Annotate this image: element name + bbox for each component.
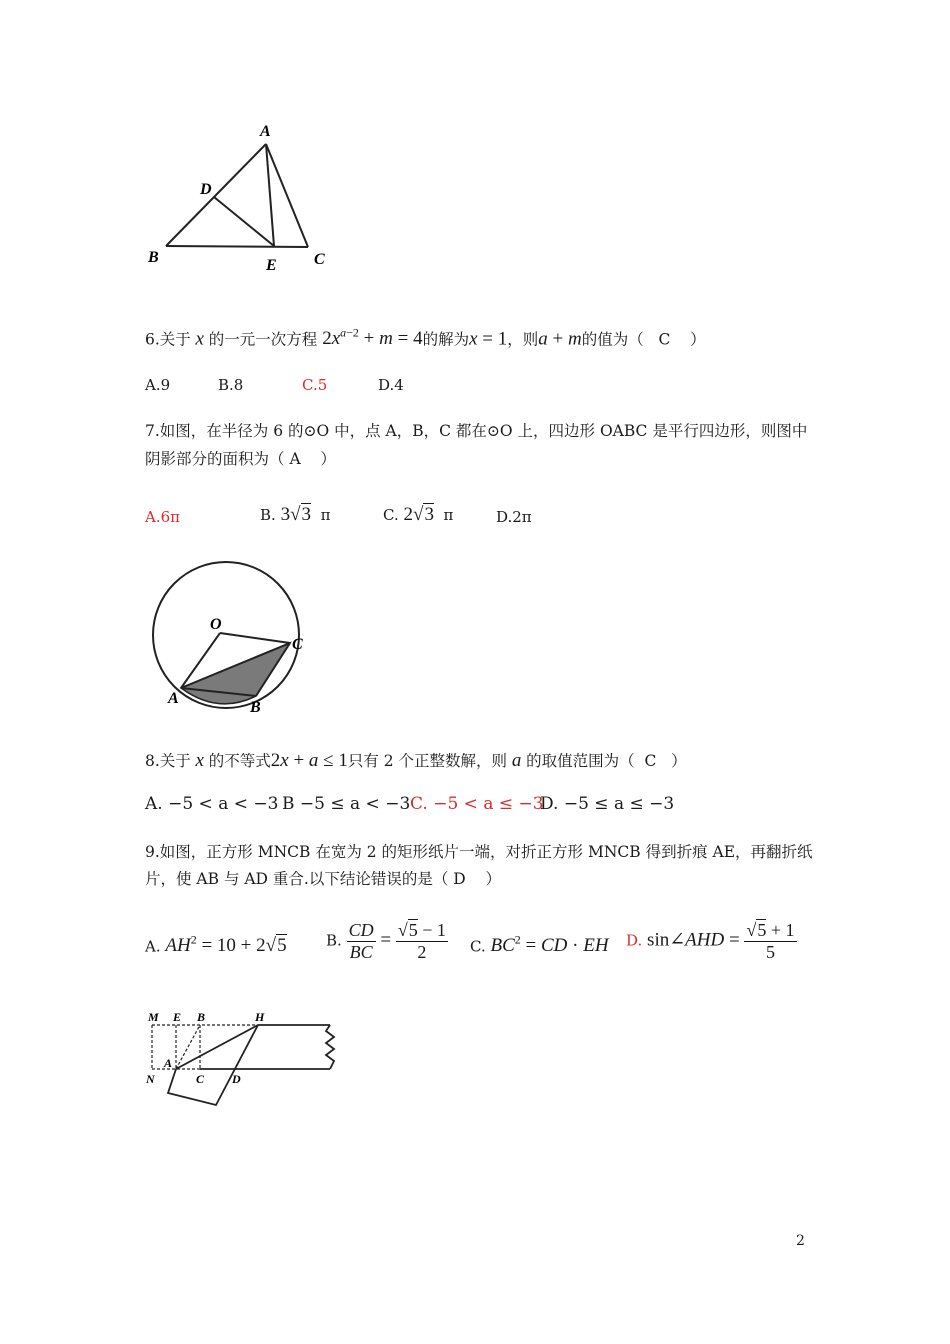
q7-line2-prefix: 阴影部分的面积为（ xyxy=(145,450,285,468)
q8-answer: C xyxy=(644,752,657,770)
q6-option-c: C.5 xyxy=(302,376,328,394)
label-B: B xyxy=(148,249,159,266)
q7-option-c: C. 2√3 π xyxy=(383,504,454,525)
q8-close: ） xyxy=(671,752,687,770)
label-C: C xyxy=(314,251,325,268)
label-C: C xyxy=(292,636,303,653)
q8-text3: 的取值范围为（ xyxy=(526,752,635,770)
question-8: 8.关于 x 的不等式2x + a ≤ 1只有 2 个正整数解，则 a 的取值范围为（ C ） xyxy=(145,750,687,771)
question-7-line2 xyxy=(145,444,336,474)
q8-text2: 只有 2 个正整数解，则 xyxy=(347,752,508,770)
q7-option-d: D.2π xyxy=(496,508,532,526)
label-B: B xyxy=(197,1010,206,1024)
page-number: 2 xyxy=(796,1233,805,1249)
label-E: E xyxy=(173,1010,182,1024)
label-A: A xyxy=(164,1056,173,1070)
fold-figure xyxy=(140,1005,350,1115)
label-C: C xyxy=(196,1072,205,1086)
label-M: M xyxy=(148,1010,159,1024)
q6-option-b: B.8 xyxy=(218,376,244,394)
label-A: A xyxy=(260,123,271,140)
q6-text2: 的解为 xyxy=(422,330,470,349)
q6-text3: ，则 xyxy=(507,330,539,349)
q8-option-b: B −5 ≤ a < −3 xyxy=(282,794,411,814)
q8-prefix: 8.关于 xyxy=(145,752,191,770)
q7-option-a: A.6π xyxy=(145,508,181,526)
q9-option-a: A. $AH^2 = 10 + 2√5$ xyxy=(145,933,287,957)
q9-option-d: D. sin∠AHD = $\frac{√5 + 1}{5}$ xyxy=(626,920,795,962)
label-A: A xyxy=(168,690,179,707)
q9-close: ） xyxy=(485,870,501,888)
q7-close: ） xyxy=(320,450,336,468)
question-9-line1: 9.如图，正方形 MNCB 在宽为 2 的矩形纸片一端，对折正方形 MNCB 得到折痕 AE，再翻折纸 xyxy=(145,843,813,861)
q6-equation: $2x^{a-2} + m = 4$ xyxy=(322,326,423,350)
question-9-line2 xyxy=(145,864,501,894)
q6-prefix: 6.关于 xyxy=(145,330,191,349)
q8-option-a: A. −5 < a < −3 xyxy=(145,794,279,814)
q8-option-c: C. −5 < a ≤ −3 xyxy=(410,794,544,814)
q6-option-a: A.9 xyxy=(145,376,171,394)
label-O: O xyxy=(210,616,222,633)
q8-text1: 的不等式 xyxy=(208,752,271,770)
question-6: 6.关于 x 的一元一次方程 $2x^{a-2} + m = 4$的解为x = 1，则a + m的值为（ C ） xyxy=(145,326,706,350)
label-E: E xyxy=(266,257,277,274)
q9-option-b: B. $\frac{CD}{BC}$ = $\frac{√5 - 1}{2}$ xyxy=(326,920,446,962)
q7-answer: A xyxy=(289,450,301,468)
q6-text4: 的值为（ xyxy=(581,330,644,349)
label-D: D xyxy=(200,181,212,198)
q7-option-b: B. 3√3 π xyxy=(260,504,331,525)
q9-line2-prefix: 片，使 AB 与 AD 重合.以下结论错误的是（ xyxy=(145,870,449,888)
triangle-figure xyxy=(140,120,350,280)
label-D: D xyxy=(232,1072,241,1086)
q9-answer: D xyxy=(453,870,466,888)
label-H: H xyxy=(255,1010,265,1024)
q6-option-d: D.4 xyxy=(378,376,404,394)
q6-answer: C xyxy=(658,330,671,349)
circle-figure xyxy=(140,555,320,725)
q6-text1: 的一元一次方程 xyxy=(208,330,318,349)
q9-option-c: C. $BC^2$ = CD · EH xyxy=(470,933,609,957)
q6-close: ） xyxy=(690,330,706,349)
question-7-line1: 7.如图，在半径为 6 的⊙O 中，点 A，B，C 都在⊙O 上，四边形 OABC 是平行四边形，则图中 xyxy=(145,422,808,440)
label-N: N xyxy=(146,1072,155,1086)
label-B: B xyxy=(250,699,261,716)
q8-option-d: D. −5 ≤ a ≤ −3 xyxy=(540,794,675,814)
